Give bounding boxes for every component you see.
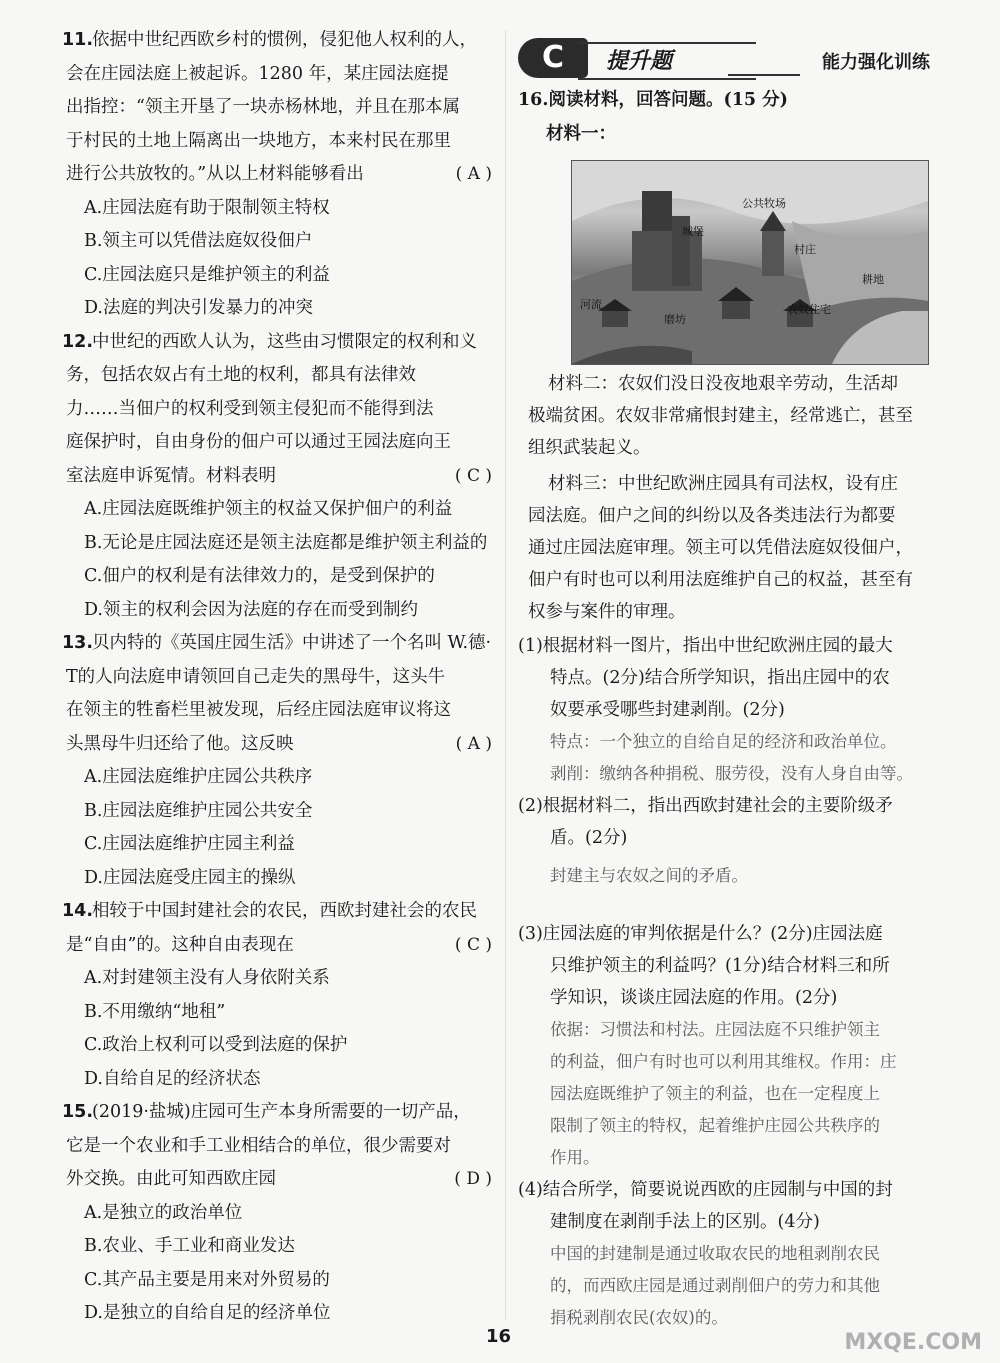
material-two-text: 组织武装起义。 bbox=[528, 438, 651, 458]
image-label-river: 河流 bbox=[580, 298, 602, 311]
option-item: D.庄园法庭受庄园主的操纵 bbox=[84, 867, 296, 888]
question-number: 14. bbox=[62, 901, 94, 921]
sub-question-1: 特点。(2分)结合所学知识，指出庄园中的农 bbox=[550, 668, 890, 688]
option-item: D.法庭的判决引发暴力的冲突 bbox=[84, 298, 313, 318]
sub-question-3: 只维护领主的利益吗？(1分)结合材料三和所 bbox=[550, 956, 890, 976]
option-item: D.自给自足的经济状态 bbox=[84, 1068, 261, 1089]
question-line: 是“自由”的。这种自由表现在 bbox=[66, 934, 294, 955]
option-item: C.庄园法庭维护庄园主利益 bbox=[84, 834, 295, 854]
question-line: 力……当佃户的权利受到领主侵犯而不能得到法 bbox=[66, 398, 434, 419]
sub-question-2: (2)根据材料二，指出西欧封建社会的主要阶级矛 bbox=[518, 796, 893, 816]
answer-choice: ( C ) bbox=[454, 465, 492, 486]
question-line: 14. 相较于中国封建社会的农民，西欧封建社会的农民 bbox=[62, 901, 477, 921]
question-line: 11. 依据中世纪西欧乡村的惯例，侵犯他人权利的人， bbox=[62, 30, 477, 50]
material-three-text: 通过庄园法庭审理。领主可以凭借法庭奴役佃户， bbox=[528, 538, 913, 558]
material-three-text: 材料三：中世纪欧洲庄园具有司法权，设有庄 bbox=[548, 474, 898, 494]
sub-question-4: 建制度在剥削手法上的区别。(4分) bbox=[550, 1212, 820, 1232]
answer-choice: ( A ) bbox=[455, 164, 492, 184]
answer-2: 封建主与农奴之间的矛盾。 bbox=[550, 866, 748, 885]
sub-question-2: 盾。(2分) bbox=[550, 828, 628, 848]
sub-question-1: (1)根据材料一图片，指出中世纪欧洲庄园的最大 bbox=[518, 636, 893, 656]
image-label-village: 村庄 bbox=[794, 243, 816, 256]
answer-1: 剥削：缴纳各种捐税、服劳役，没有人身自由等。 bbox=[550, 764, 913, 783]
image-label-castle: 城堡 bbox=[682, 225, 704, 238]
option-item: C.佃户的权利是有法律效力的，是受到保护的 bbox=[84, 566, 435, 586]
question-line: 15. (2019·盐城)庄园可生产本身所需要的一切产品， bbox=[62, 1102, 471, 1122]
image-label-farmland: 耕地 bbox=[862, 273, 884, 286]
question-line: 12. 中世纪的西欧人认为，这些由习惯限定的权利和义 bbox=[62, 331, 477, 352]
option-item: A.是独立的政治单位 bbox=[84, 1202, 243, 1223]
option-item: C.政治上权利可以受到法庭的保护 bbox=[84, 1035, 348, 1055]
answer-4: 捐税剥削农民(农奴)的。 bbox=[550, 1308, 728, 1327]
question-line: 出指控：“领主开垦了一块赤杨林地，并且在那本属 bbox=[66, 97, 460, 117]
answer-3: 依据：习惯法和村法。庄园法庭不只维护领主 bbox=[550, 1020, 880, 1039]
material-three-text: 园法庭。佃户之间的纠纷以及各类违法行为都要 bbox=[528, 506, 896, 526]
answer-4: 的，而西欧庄园是通过剥削佃户的劳力和其他 bbox=[550, 1276, 880, 1295]
banner-letter: C bbox=[518, 38, 588, 78]
question-line: 会在庄园法庭上被起诉。1280 年，某庄园法庭提 bbox=[66, 63, 449, 84]
option-item: B.庄园法庭维护庄园公共安全 bbox=[84, 800, 313, 821]
question-number: 15. bbox=[62, 1102, 94, 1122]
question-line: 外交换。由此可知西欧庄园 bbox=[66, 1169, 276, 1189]
image-label-pasture: 公共牧场 bbox=[742, 197, 786, 210]
question-line: 在领主的牲畜栏里被发现，后经庄园法庭审议将这 bbox=[66, 700, 451, 720]
material-three-text: 佃户有时也可以利用法庭维护自己的权益，甚至有 bbox=[528, 570, 913, 590]
option-item: D.是独立的自给自足的经济单位 bbox=[84, 1303, 331, 1323]
option-item: C.庄园法庭只是维护领主的利益 bbox=[84, 264, 330, 285]
answer-choice: ( D ) bbox=[454, 1169, 492, 1189]
page-number: 16 bbox=[486, 1326, 512, 1347]
question-line: 室法庭申诉冤情。材料表明 bbox=[66, 465, 276, 486]
material-three-text: 权参与案件的审理。 bbox=[528, 602, 686, 622]
material-two-text: 材料二：农奴们没日没夜地艰辛劳动，生活却 bbox=[548, 374, 898, 394]
answer-4: 中国的封建制是通过收取农民的地租剥削农民 bbox=[550, 1244, 880, 1263]
answer-choice: ( A ) bbox=[455, 733, 492, 754]
option-item: A.庄园法庭既维护领主的权益又保护佃户的利益 bbox=[84, 499, 453, 519]
option-item: A.庄园法庭维护庄园公共秩序 bbox=[84, 767, 313, 787]
question-line: 它是一个农业和手工业相结合的单位，很少需要对 bbox=[66, 1135, 451, 1156]
answer-3: 作用。 bbox=[550, 1148, 600, 1167]
question-number: 13. bbox=[62, 633, 94, 653]
manor-illustration bbox=[571, 160, 929, 365]
question-line: 进行公共放牧的。”从以上材料能够看出 bbox=[66, 164, 364, 184]
question-line: 庭保护时，自由身份的佃户可以通过王园法庭向王 bbox=[66, 432, 451, 452]
material-two-text: 极端贫困。农奴非常痛恨封建主，经常逃亡，甚至 bbox=[528, 406, 913, 426]
question-number: 11. bbox=[62, 30, 94, 50]
option-item: B.无论是庄园法庭还是领主法庭都是维护领主利益的 bbox=[84, 532, 488, 553]
answer-choice: ( C ) bbox=[454, 934, 492, 955]
column-divider bbox=[505, 30, 506, 1320]
question-line: 务，包括农奴占有土地的权利，都具有法律效 bbox=[66, 365, 416, 385]
option-item: B.领主可以凭借法庭奴役佃户 bbox=[84, 231, 313, 251]
banner-rule bbox=[728, 74, 800, 76]
answer-1: 特点：一个独立的自给自足的经济和政治单位。 bbox=[550, 732, 897, 751]
option-item: B.农业、手工业和商业发达 bbox=[84, 1236, 295, 1256]
sub-question-3: 学知识，谈谈庄园法庭的作用。(2分) bbox=[550, 988, 838, 1008]
sub-question-4: (4)结合所学，简要说说西欧的庄园制与中国的封 bbox=[518, 1180, 893, 1200]
answer-3: 的利益，佃户有时也可以利用其维权。作用：庄 bbox=[550, 1052, 897, 1071]
option-item: C.其产品主要是用来对外贸易的 bbox=[84, 1269, 330, 1290]
sub-question-1: 奴要承受哪些封建剥削。(2分) bbox=[550, 700, 785, 720]
banner-title: 提升题 bbox=[578, 42, 756, 80]
answer-3: 园法庭既维护了领主的利益，也在一定程度上 bbox=[550, 1084, 880, 1103]
material-one-label: 材料一： bbox=[546, 124, 616, 144]
answer-3: 限制了领主的特权，起着维护庄园公共秩序的 bbox=[550, 1116, 880, 1135]
option-item: D.领主的权利会因为法庭的存在而受到制约 bbox=[84, 599, 418, 620]
manor-drawing bbox=[572, 161, 928, 364]
question-line: 头黑母牛归还给了他。这反映 bbox=[66, 733, 294, 754]
option-item: B.不用缴纳“地租” bbox=[84, 1001, 226, 1022]
banner-subtitle: 能力强化训练 bbox=[822, 52, 930, 73]
image-label-serf-housing: 农奴住宅 bbox=[787, 303, 831, 316]
option-item: A.对封建领主没有人身依附关系 bbox=[84, 968, 330, 988]
question-number: 12. bbox=[62, 331, 94, 352]
question-line: T的人向法庭申请领回自己走失的黑母牛，这头牛 bbox=[66, 666, 446, 687]
section-banner bbox=[518, 34, 930, 82]
watermark: MXQE.COM bbox=[844, 1330, 982, 1355]
image-label-mill: 磨坊 bbox=[664, 313, 686, 326]
sub-question-3: (3)庄园法庭的审判依据是什么？(2分)庄园法庭 bbox=[518, 924, 883, 944]
question-line: 13. 贝内特的《英国庄园生活》中讲述了一个名叫 W.德· bbox=[62, 633, 492, 653]
question-16-title: 16.阅读材料，回答问题。(15 分) bbox=[518, 90, 788, 110]
question-line: 于村民的土地上隔离出一块地方，本来村民在那里 bbox=[66, 130, 451, 151]
option-item: A.庄园法庭有助于限制领主特权 bbox=[84, 197, 330, 218]
